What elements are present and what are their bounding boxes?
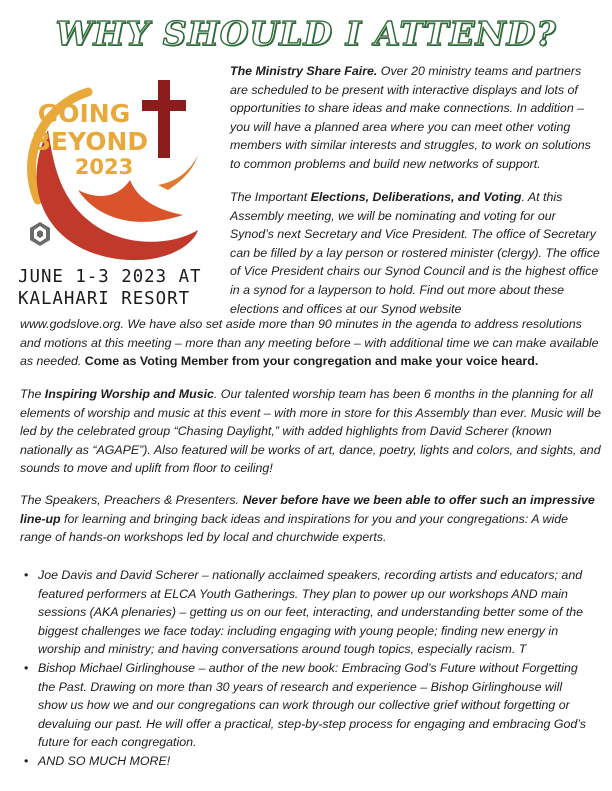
list-item: • Bishop Michael Girlinghouse – author of the new book: Embracing God’s Future without Forgetting the Past. Drawing on more than 30 years of research and experience – Bishop Girlinghouse will show us how we and our congregations can work through our collective grief without forgetting or devaluing our past. He will offer a practical, step-by-step process for engaging and embracing God’s future for each congregation. (24, 660, 587, 750)
paragraph-elections-continued (20, 315, 602, 371)
speaker-list (20, 566, 592, 771)
logo-text-beyond: BEYOND (31, 127, 149, 156)
paragraph-elections: The Important Elections, Deliberations, and Voting. At this Assembly meeting, we will be nominating and voting for our Synod’s next Secretary and Vice President. The office of Secretary can be filled by a lay person or rostered minister (clergy). The office of Vice President chairs our Synod Council and is the highest office in a synod for a layperson to hold. Find out more about these elections and offices at our Synod website (230, 190, 600, 316)
page-title: WHY SHOULD I ATTEND? (55, 14, 557, 53)
bullet-icon: • (24, 660, 29, 675)
logo-cross-horizontal (142, 100, 186, 111)
bullet-icon: • (24, 753, 29, 768)
paragraph-share-faire: The Ministry Share Faire. Over 20 ministry teams and partners are scheduled to be present with interactive displays and lots of opportunities to share ideas and make connections. In addition – you will have a planned area where you can meet other voting members with similar interests and struggles, to work on solutions to common problems and build new networks of support. (230, 64, 591, 171)
heading-elections: Elections, Deliberations, and Voting (310, 190, 522, 204)
event-date: JUNE 1-3 2023 AT (18, 267, 202, 287)
logo-flame-tip (158, 155, 198, 190)
synod-emblem-icon (30, 222, 50, 246)
heading-worship-music: Inspiring Worship and Music (44, 387, 214, 401)
event-location: KALAHARI RESORT (18, 289, 191, 309)
logo-text-year: 2023 (74, 155, 134, 179)
event-date-location (18, 266, 238, 310)
website-link: www.godslove.org. We have also set aside more than 90 minutes in the agenda to address resolutions and motions at this meeting – more than any meeting before – with additional time we can make available as needed. (20, 317, 599, 369)
logo-text-going: GOING (37, 99, 131, 128)
heading-share-faire: The Ministry Share Faire. (230, 64, 378, 78)
list-item: • AND SO MUCH MORE! (20, 752, 592, 771)
logo-cross-vertical (158, 80, 170, 158)
bullet-icon: • (24, 568, 29, 582)
voting-call-to-action: Come as Voting Member from your congregation and make your voice heard. (84, 354, 539, 369)
list-item: • Joe Davis and David Scherer – nationally acclaimed speakers, recording artists and educators; and featured performers at ELCA Youth Gatherings. They plan to power up our workshops AND main sessions (AKA plenaries) – getting us on our feet, interacting, and understanding better some of the biggest challenges we face today: including engaging with young people; finding new energy in worship and ministry; and having conversations around tough topics, especially racism. T (24, 568, 584, 657)
heading-speakers: Never before have we been able to offer such an impressive line-up (20, 493, 595, 526)
paragraph-worship-music: The Inspiring Worship and Music. Our talented worship team has been 6 months in the planning for all elements of worship and music at this event – with more in store for this Assembly than ever. Music will be led by the celebrated group “Chasing Daylight,” with added highlights from David Scherer (known nationally as “AGAPE”). Also featured will be works of art, dance, poetry, lights and colors, and sights, and sounds to move and uplift from floor to ceiling! (20, 387, 601, 476)
going-beyond-logo (18, 70, 208, 270)
paragraph-speakers: The Speakers, Preachers & Presenters. Never before have we been able to offer such an impressive line-up for learning and bringing back ideas and inspirations for you and your congregations: A wide range of hands-on workshops led by local and churchwide experts. (20, 493, 595, 545)
